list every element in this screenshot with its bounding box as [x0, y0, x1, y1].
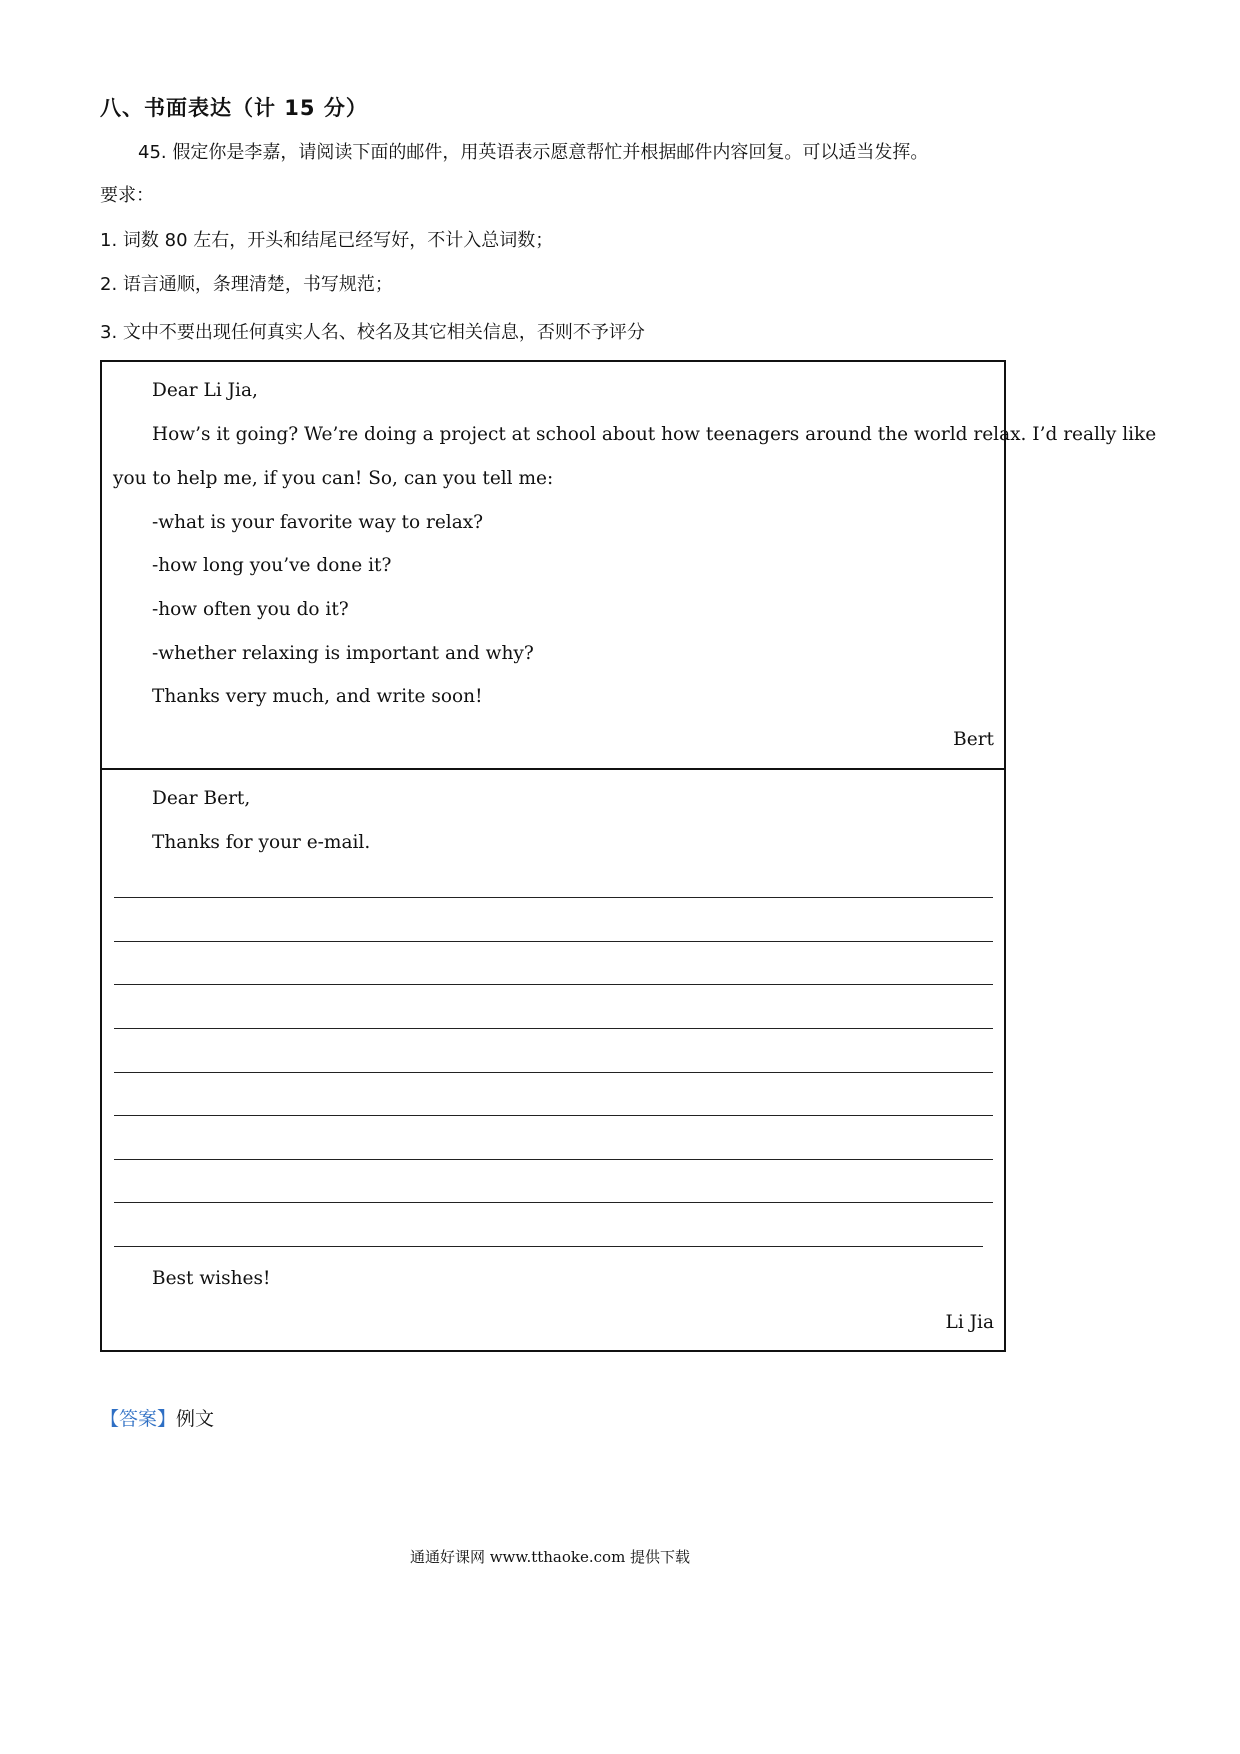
answer-writing-line[interactable]	[114, 1246, 983, 1247]
letter-greeting: Dear Li Jia,	[152, 380, 258, 401]
requirements-title: 要求：	[100, 185, 154, 206]
letter-signature: Bert	[953, 729, 994, 750]
answer-writing-line[interactable]	[114, 984, 993, 985]
answer-writing-line[interactable]	[114, 1115, 993, 1116]
reply-closing: Best wishes!	[152, 1268, 271, 1289]
footer-credit: 通通好课网 www.tthaoke.com 提供下载	[409, 1548, 691, 1566]
answer-writing-line[interactable]	[114, 1202, 993, 1203]
reply-greeting: Dear Bert,	[152, 788, 251, 809]
answer-writing-line[interactable]	[114, 1159, 993, 1160]
answer-writing-line[interactable]	[114, 1072, 993, 1073]
answer-writing-line[interactable]	[114, 897, 993, 898]
requirement-item: 1. 词数 80 左右，开头和结尾已经写好，不计入总词数；	[100, 230, 554, 251]
letter-question: -what is your favorite way to relax?	[152, 512, 484, 533]
answer-text: 例文	[176, 1408, 215, 1430]
letter-body-line: you to help me, if you can! So, can you tell me:	[113, 468, 554, 489]
reply-signature: Li Jia	[945, 1312, 994, 1333]
letter-question: -how long you’ve done it?	[152, 555, 392, 576]
section-title: 八、书面表达（计 15 分）	[100, 96, 368, 120]
letter-question: -whether relaxing is important and why?	[152, 643, 534, 664]
answer-writing-line[interactable]	[114, 941, 993, 942]
answer-tag: 【答案】	[100, 1408, 177, 1430]
letter-closing: Thanks very much, and write soon!	[152, 686, 483, 707]
answer-label	[100, 1404, 214, 1431]
letter-body-line: How’s it going? We’re doing a project at school about how teenagers around the world relax. I’d really like	[152, 424, 1157, 445]
reply-opening: Thanks for your e-mail.	[152, 832, 371, 853]
letter-question: -how often you do it?	[152, 599, 349, 620]
reply-letter-box	[100, 768, 1006, 1352]
answer-writing-line[interactable]	[114, 1028, 993, 1029]
question-intro: 45. 假定你是李嘉，请阅读下面的邮件，用英语表示愿意帮忙并根据邮件内容回复。可以适当发挥。	[138, 142, 929, 163]
requirement-item: 2. 语言通顺，条理清楚，书写规范；	[100, 274, 393, 295]
incoming-letter-box	[100, 360, 1157, 770]
requirement-item: 3. 文中不要出现任何真实人名、校名及其它相关信息，否则不予评分	[100, 322, 645, 343]
